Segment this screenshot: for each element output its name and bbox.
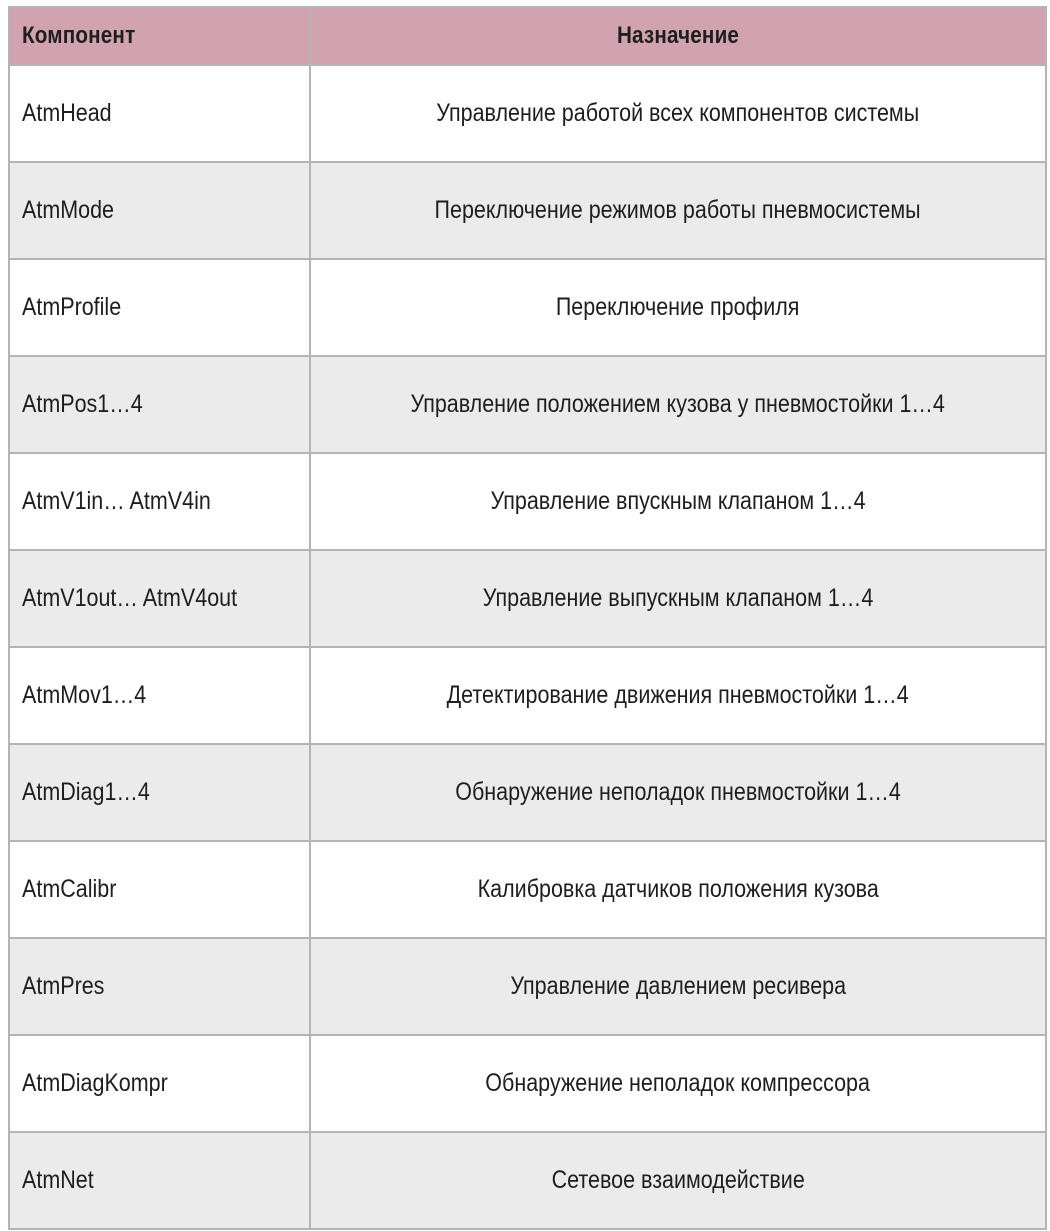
- component-purpose: Переключение режимов работы пневмосистемы: [434, 196, 922, 224]
- table-row: [9, 162, 1046, 259]
- component-purpose: Детектирование движения пневмостойки 1…4: [446, 681, 910, 709]
- component-name: AtmPres: [22, 972, 105, 1000]
- component-cell: [9, 1132, 310, 1229]
- component-name: AtmV1in… AtmV4in: [22, 487, 211, 515]
- table-row: [9, 1132, 1046, 1229]
- purpose-cell: [310, 1132, 1046, 1229]
- component-name: AtmDiagKompr: [22, 1069, 168, 1097]
- purpose-cell: [310, 356, 1046, 453]
- component-cell: [9, 65, 310, 162]
- component-purpose: Управление выпускным клапаном 1…4: [482, 584, 874, 612]
- component-name: AtmDiag1…4: [22, 778, 150, 806]
- header-row: [9, 7, 1046, 65]
- component-cell: [9, 647, 310, 744]
- component-cell: [9, 1035, 310, 1132]
- component-purpose: Управление положением кузова у пневмостойки 1…4: [410, 390, 946, 418]
- component-cell: [9, 259, 310, 356]
- component-cell: [9, 453, 310, 550]
- component-purpose: Обнаружение неполадок компрессора: [485, 1069, 871, 1097]
- component-purpose: Управление давлением ресивера: [510, 972, 846, 1000]
- table-row: [9, 65, 1046, 162]
- table-row: [9, 841, 1046, 938]
- table-row: [9, 938, 1046, 1035]
- component-cell: [9, 162, 310, 259]
- purpose-cell: [310, 841, 1046, 938]
- column-header-purpose-label: Назначение: [616, 22, 740, 49]
- purpose-cell: [310, 453, 1046, 550]
- table-row: [9, 259, 1046, 356]
- components-table: [8, 6, 1047, 1230]
- component-name: AtmPos1…4: [22, 390, 143, 418]
- table-row: [9, 453, 1046, 550]
- component-name: AtmMov1…4: [22, 681, 147, 709]
- table-row: [9, 744, 1046, 841]
- component-cell: [9, 744, 310, 841]
- component-name: AtmMode: [22, 196, 115, 224]
- purpose-cell: [310, 1035, 1046, 1132]
- component-purpose: Калибровка датчиков положения кузова: [477, 875, 879, 903]
- column-header-component: [9, 7, 310, 65]
- component-purpose: Сетевое взаимодействие: [551, 1166, 805, 1194]
- purpose-cell: [310, 744, 1046, 841]
- purpose-cell: [310, 938, 1046, 1035]
- purpose-cell: [310, 65, 1046, 162]
- table-row: [9, 1035, 1046, 1132]
- component-name: AtmNet: [22, 1166, 94, 1194]
- column-header-purpose: [310, 7, 1046, 65]
- purpose-cell: [310, 550, 1046, 647]
- purpose-cell: [310, 259, 1046, 356]
- table-body: [9, 65, 1046, 1229]
- component-cell: [9, 356, 310, 453]
- component-purpose: Управление работой всех компонентов системы: [436, 99, 920, 127]
- table-row: [9, 550, 1046, 647]
- component-name: AtmCalibr: [22, 875, 117, 903]
- component-name: AtmV1out… AtmV4out: [22, 584, 238, 612]
- table-row: [9, 356, 1046, 453]
- table-header: [9, 7, 1046, 65]
- component-cell: [9, 938, 310, 1035]
- table-row: [9, 647, 1046, 744]
- component-purpose: Переключение профиля: [556, 293, 800, 321]
- component-name: AtmProfile: [22, 293, 122, 321]
- component-name: AtmHead: [22, 99, 112, 127]
- column-header-component-label: Компонент: [22, 22, 136, 49]
- component-cell: [9, 550, 310, 647]
- component-purpose: Управление впускным клапаном 1…4: [490, 487, 866, 515]
- purpose-cell: [310, 162, 1046, 259]
- purpose-cell: [310, 647, 1046, 744]
- component-cell: [9, 841, 310, 938]
- component-purpose: Обнаружение неполадок пневмостойки 1…4: [455, 778, 901, 806]
